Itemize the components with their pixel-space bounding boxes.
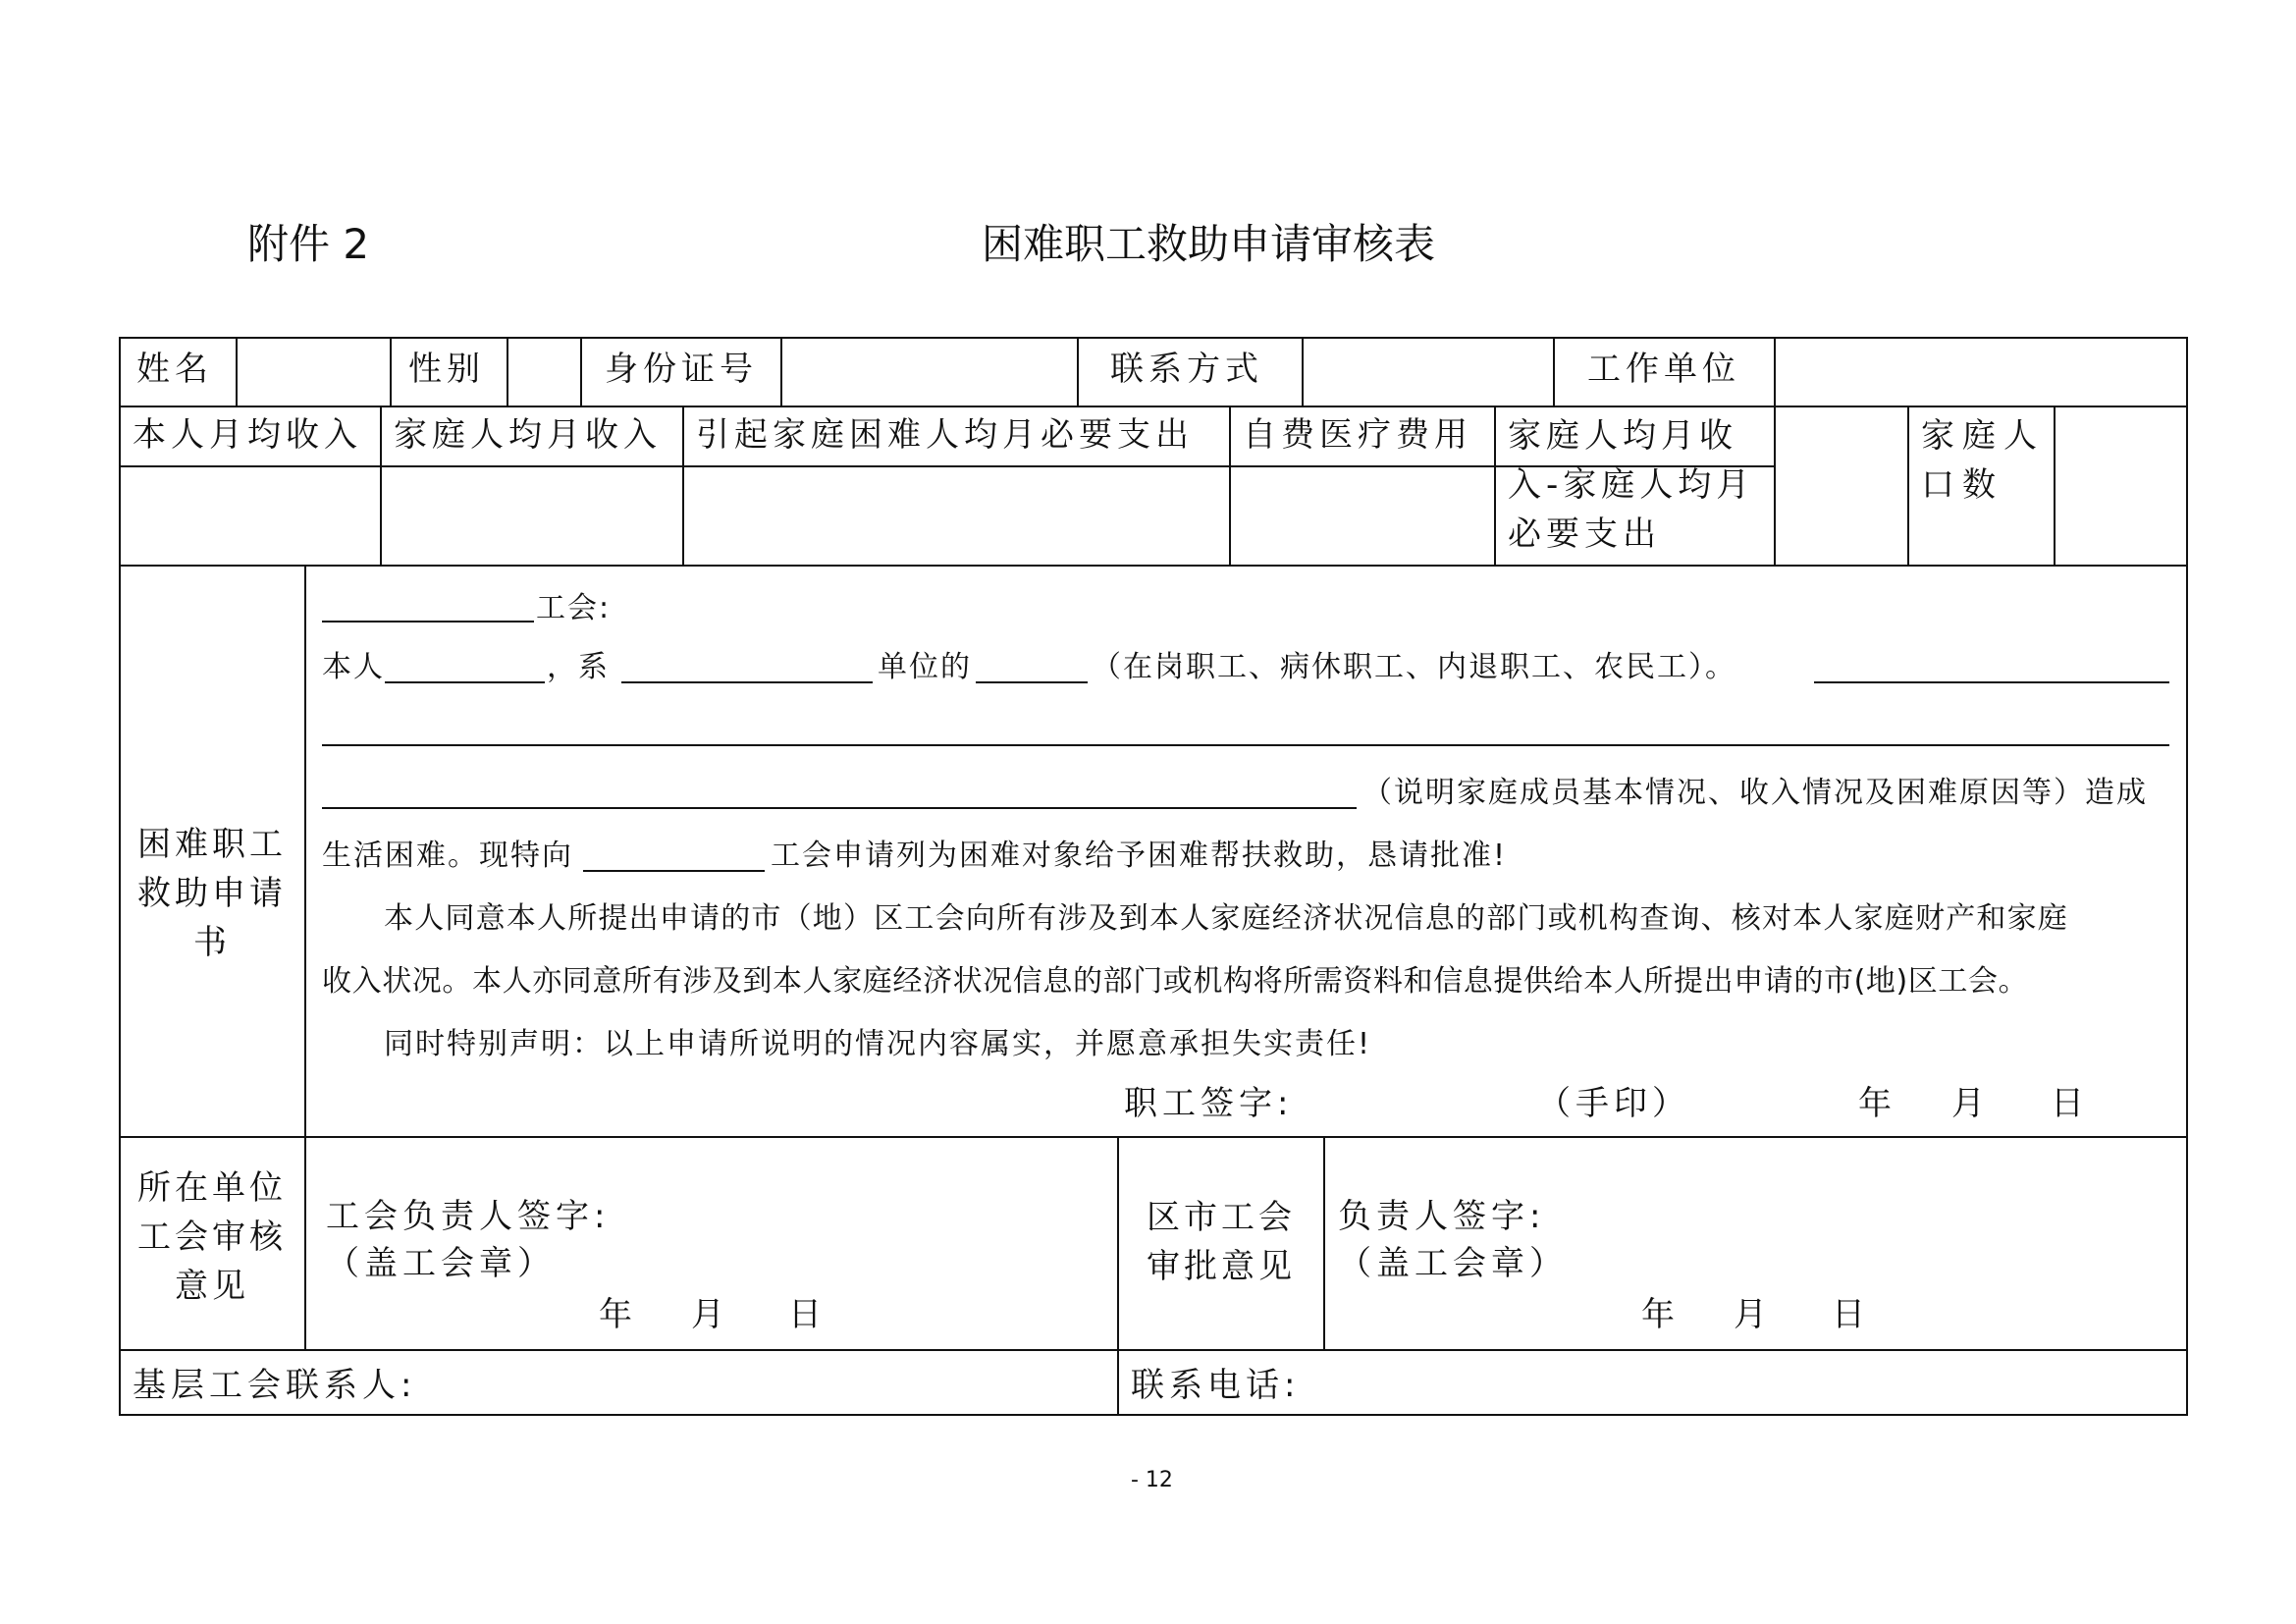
contact-person-label: 基层工会联系人: (133, 1366, 417, 1405)
unit-year-label: 年 (599, 1295, 637, 1334)
col-divider (1323, 1136, 1325, 1350)
table-border-top (119, 337, 2188, 339)
col-divider (580, 337, 582, 406)
blank-line (322, 744, 2169, 746)
col-divider (304, 565, 306, 1350)
row-divider (119, 1136, 2188, 1138)
application-label: 困难职工救助申请书 (137, 825, 287, 962)
phone-label: 联系电话: (1131, 1366, 1301, 1405)
declaration-text: 同时特别声明：以上申请所说明的情况内容属实，并愿意承担失实责任! (384, 1027, 1372, 1061)
family-income-label: 家庭人均月收入 (394, 415, 662, 455)
comma-text: ，系 (547, 650, 610, 684)
unit-of-text: 单位的 (878, 650, 972, 684)
col-divider (390, 337, 392, 406)
city-signature-label: 负责人签字: (1338, 1197, 1546, 1236)
col-divider (682, 406, 684, 566)
reason-text: （说明家庭成员基本情况、收入情况及困难原因等）造成 (1362, 776, 2148, 810)
col-divider (2054, 406, 2056, 566)
city-seal-label: （盖工会章） (1338, 1244, 1568, 1283)
income-minus-expense-label: 家庭人均月收入-家庭人均月必要支出 (1508, 416, 1755, 554)
self-income-label: 本人月均收入 (133, 415, 362, 455)
city-month-label: 月 (1734, 1295, 1772, 1334)
union-text: 工会: (536, 591, 612, 625)
thumbprint-label: （手印） (1537, 1084, 1690, 1123)
form-title: 困难职工救助申请审核表 (982, 220, 1436, 268)
col-divider (1229, 406, 1231, 566)
contact-label: 联系方式 (1110, 350, 1263, 389)
table-border-left (119, 337, 121, 1416)
application-form-table (119, 337, 2188, 1416)
gender-label: 性别 (408, 350, 485, 389)
me-text: 本人 (322, 650, 385, 684)
city-year-label: 年 (1641, 1295, 1680, 1334)
col-divider (1553, 337, 1555, 406)
unit-month-label: 月 (691, 1295, 729, 1334)
blank-union-name (322, 621, 534, 623)
blank-line (322, 807, 1357, 809)
col-divider (780, 337, 782, 406)
consent-text-2: 收入状况。本人亦同意所有涉及到本人家庭经济状况信息的部门或机构将所需资料和信息提供给本人所提出申请的市(地)区工会。 (322, 964, 2029, 999)
unit-day-label: 日 (788, 1295, 827, 1334)
city-review-label: 区市工会审批意见 (1147, 1198, 1296, 1286)
page-number: - 12 (1131, 1468, 1173, 1492)
employee-signature-label: 职工签字: (1124, 1084, 1294, 1123)
row-divider (119, 565, 2188, 567)
consent-text: 本人同意本人所提出申请的市（地）区工会向所有涉及到本人家庭经济状况信息的部门或机构查询、核对本人家庭财产和家庭 (384, 901, 2068, 936)
table-border-right (2186, 337, 2188, 1416)
day-label: 日 (2051, 1084, 2089, 1123)
col-divider (380, 406, 382, 566)
col-divider (236, 337, 238, 406)
city-day-label: 日 (1832, 1295, 1870, 1334)
col-divider (1774, 337, 1776, 406)
col-divider (1117, 1136, 1119, 1415)
unit-signature-label: 工会负责人签字: (326, 1197, 611, 1236)
blank-line (1814, 681, 2169, 683)
col-divider (1774, 406, 1776, 566)
blank-employee-type (976, 681, 1088, 683)
unit-seal-label: （盖工会章） (326, 1244, 556, 1283)
row-divider (119, 406, 2188, 407)
col-divider (1494, 406, 1496, 566)
id-number-label: 身份证号 (605, 350, 758, 389)
household-size-label: 家庭人口数 (1921, 416, 2045, 505)
necessary-expense-label: 引起家庭困难人均月必要支出 (696, 415, 1194, 455)
employer-label: 工作单位 (1587, 350, 1740, 389)
request-text: 工会申请列为困难对象给予困难帮扶救助，恳请批准! (771, 839, 1508, 873)
blank-applicant-name (385, 681, 545, 683)
col-divider (1302, 337, 1304, 406)
medical-expense-label: 自费医疗费用 (1243, 415, 1472, 455)
col-divider (1077, 337, 1079, 406)
col-divider (507, 337, 508, 406)
blank-unit-name (621, 681, 873, 683)
unit-review-label: 所在单位工会审核意见 (137, 1168, 287, 1306)
blank-union-target (583, 870, 765, 872)
row-divider (119, 1349, 2188, 1351)
hardship-text: 生活困难。现特向 (322, 839, 573, 873)
table-border-bottom (119, 1414, 2188, 1416)
attachment-label: 附件 2 (247, 220, 370, 268)
year-label: 年 (1858, 1084, 1896, 1123)
col-divider (1907, 406, 1909, 566)
month-label: 月 (1951, 1084, 1990, 1123)
name-label: 姓名 (136, 350, 213, 389)
status-text: （在岗职工、病休职工、内退职工、农民工）。 (1092, 650, 1736, 684)
